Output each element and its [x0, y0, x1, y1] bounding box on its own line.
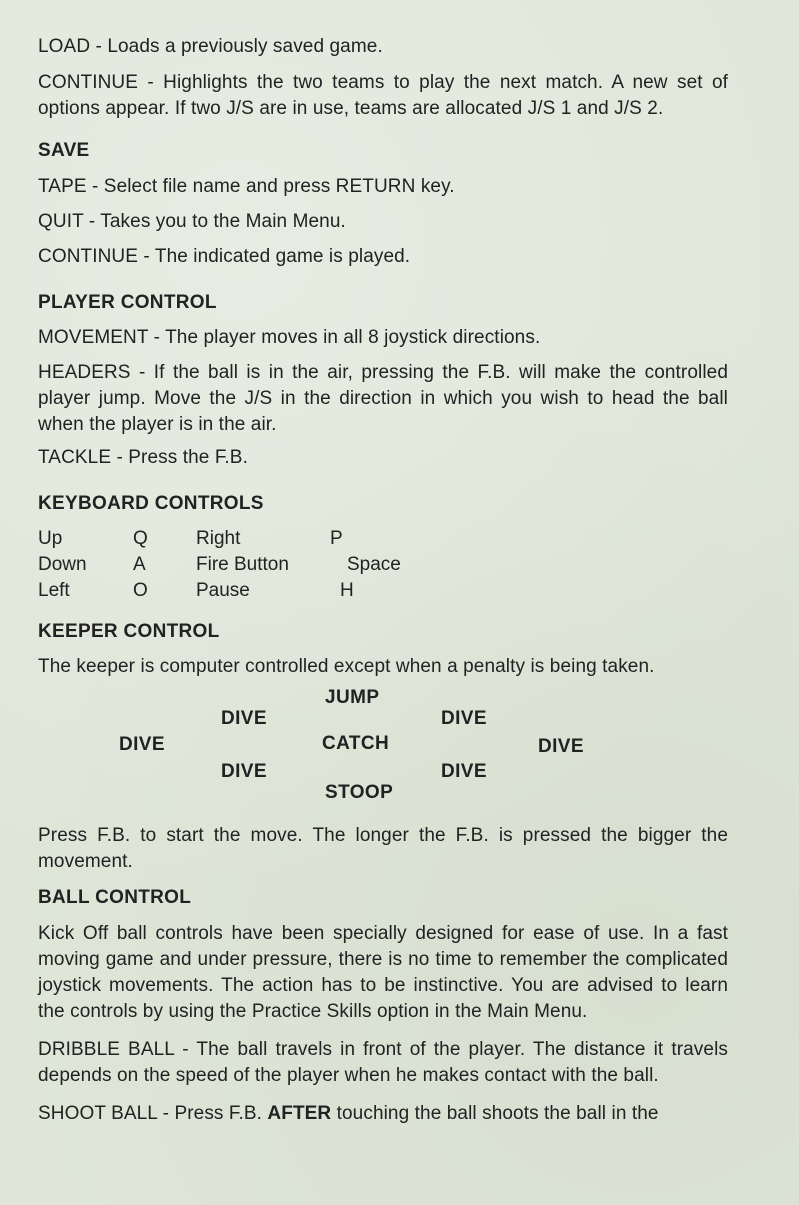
player-control-heading: PLAYER CONTROL — [38, 292, 217, 313]
keyboard-controls-table — [38, 526, 728, 604]
ball-control-intro: Kick Off ball controls have been specially designed for ease of use. In a fast moving game and under pressure, there is no time to remember the complicated joystick movements. The action has to be instinctive. You are advised to learn the controls by using the Practice Skills option in the Main Menu. — [38, 923, 728, 1022]
keeper-note: Press F.B. to start the move. The longer the F.B. is pressed the bigger the movement. — [38, 825, 728, 872]
tackle-description: TACKLE - Press the F.B. — [38, 447, 248, 468]
kb-key-down: A — [133, 554, 146, 575]
manual-page — [38, 34, 728, 1127]
keeper-control-heading: KEEPER CONTROL — [38, 621, 220, 642]
diagram-dive-left: DIVE — [119, 734, 165, 755]
diagram-jump: JUMP — [325, 687, 380, 708]
diagram-dive-upper-left: DIVE — [221, 708, 267, 729]
kb-action-down: Down — [38, 554, 87, 575]
save-quit-description: QUIT - Takes you to the Main Menu. — [38, 211, 346, 232]
keeper-dive-diagram — [38, 686, 728, 811]
ball-control-heading: BALL CONTROL — [38, 887, 192, 908]
keyboard-controls-heading: KEYBOARD CONTROLS — [38, 493, 264, 514]
kb-action-up: Up — [38, 528, 63, 549]
kb-key-right: P — [330, 528, 343, 549]
kb-key-up: Q — [133, 528, 148, 549]
shoot-text-bold: AFTER — [267, 1103, 332, 1124]
shoot-text-pre: SHOOT BALL - Press F.B. — [38, 1103, 268, 1124]
diagram-catch: CATCH — [322, 733, 390, 754]
shoot-description — [38, 1101, 728, 1127]
load-description: LOAD - Loads a previously saved game. — [38, 36, 383, 57]
save-continue-description: CONTINUE - The indicated game is played. — [38, 246, 411, 267]
diagram-dive-lower-right: DIVE — [441, 761, 487, 782]
diagram-dive-right: DIVE — [538, 736, 584, 757]
diagram-dive-lower-left: DIVE — [221, 761, 267, 782]
diagram-stoop: STOOP — [325, 782, 394, 803]
kb-action-left: Left — [38, 580, 70, 601]
kb-key-left: O — [133, 580, 148, 601]
diagram-dive-upper-right: DIVE — [441, 708, 487, 729]
movement-description: MOVEMENT - The player moves in all 8 joystick directions. — [38, 327, 541, 348]
kb-action-pause: Pause — [196, 580, 250, 601]
headers-description: HEADERS - If the ball is in the air, pressing the F.B. will make the controlled player jump. Move the J/S in the direction in which you wish to head the ball when the player is in the air. — [38, 362, 728, 435]
kb-key-pause: H — [340, 580, 354, 601]
continue-description: CONTINUE - Highlights the two teams to play the next match. A new set of options appear. If two J/S are in use, teams are allocated J/S 1 and J/S 2. — [38, 72, 728, 119]
save-tape-description: TAPE - Select file name and press RETURN key. — [38, 176, 455, 197]
shoot-text-post: touching the ball shoots the ball in the — [331, 1103, 659, 1124]
dribble-description: DRIBBLE BALL - The ball travels in front of the player. The distance it travels depends on the speed of the player when he makes contact with the ball. — [38, 1039, 728, 1086]
kb-key-fire: Space — [347, 554, 401, 575]
save-heading: SAVE — [38, 140, 90, 161]
kb-action-fire: Fire Button — [196, 554, 289, 575]
kb-action-right: Right — [196, 528, 241, 549]
keeper-intro: The keeper is computer controlled except when a penalty is being taken. — [38, 656, 655, 677]
